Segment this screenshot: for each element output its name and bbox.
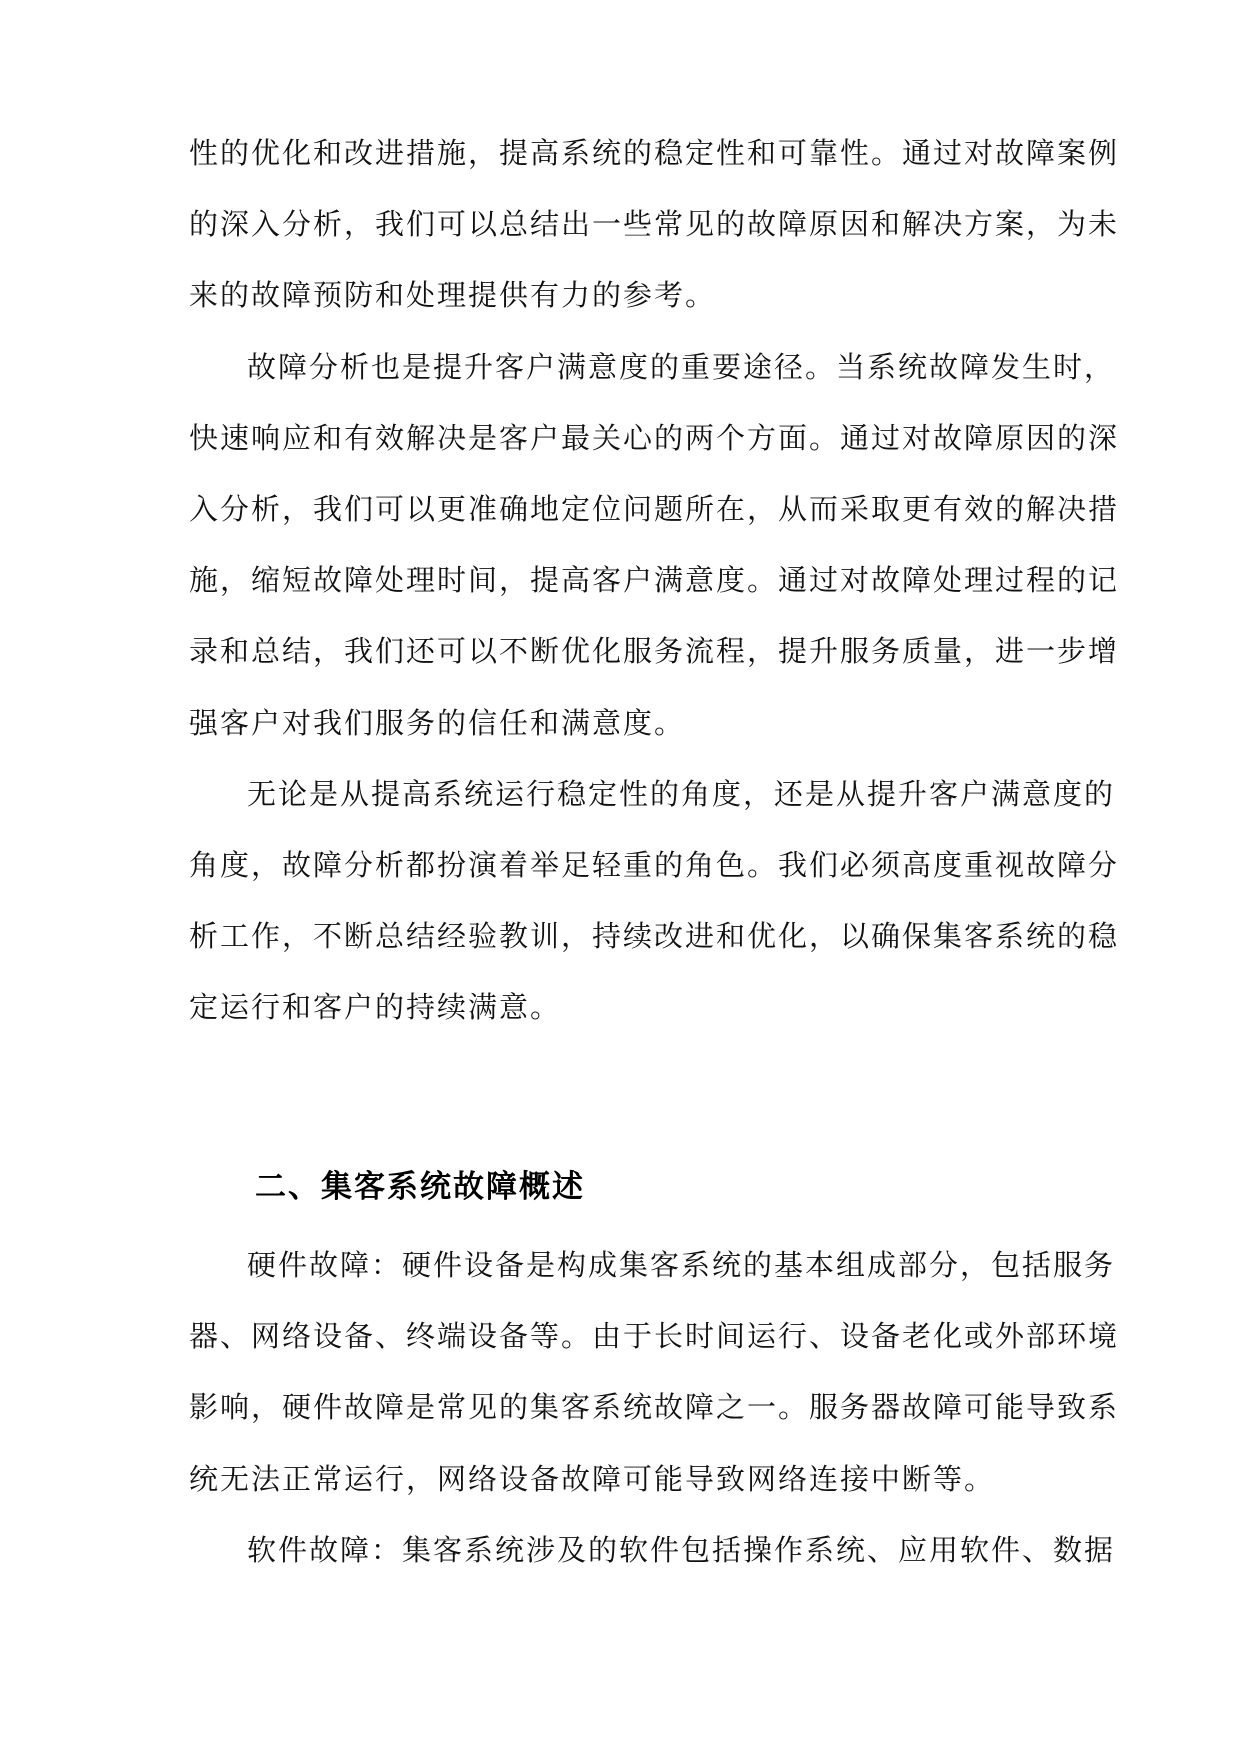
text-line: 无论是从提高系统运行稳定性的角度，还是从提升客户满意度的 xyxy=(247,777,1116,811)
text-line: 器、网络设备、终端设备等。由于长时间运行、设备老化或外部环境 xyxy=(189,1319,1120,1353)
text-line: 软件故障：集客系统涉及的软件包括操作系统、应用软件、数据 xyxy=(247,1533,1116,1567)
text-line: 硬件故障：硬件设备是构成集客系统的基本组成部分，包括服务 xyxy=(247,1248,1116,1282)
text-line: 析工作，不断总结经验教训，持续改进和优化，以确保集客系统的稳 xyxy=(189,919,1120,953)
text-line: 的深入分析，我们可以总结出一些常见的故障原因和解决方案，为未 xyxy=(189,207,1120,241)
text-line: 统无法正常运行，网络设备故障可能导致网络连接中断等。 xyxy=(189,1462,996,1496)
text-line: 入分析，我们可以更准确地定位问题所在，从而采取更有效的解决措 xyxy=(189,492,1120,526)
text-line: 来的故障预防和处理提供有力的参考。 xyxy=(189,278,717,312)
section-heading: 二、集客系统故障概述 xyxy=(255,1169,585,1205)
text-line: 定运行和客户的持续满意。 xyxy=(189,990,562,1024)
text-line: 角度，故障分析都扮演着举足轻重的角色。我们必须高度重视故障分 xyxy=(189,848,1120,882)
text-line: 性的优化和改进措施，提高系统的稳定性和可靠性。通过对故障案例 xyxy=(189,136,1120,170)
text-line: 影响，硬件故障是常见的集客系统故障之一。服务器故障可能导致系 xyxy=(189,1390,1120,1424)
text-line: 故障分析也是提升客户满意度的重要途径。当系统故障发生时， xyxy=(247,350,1116,384)
text-line: 强客户对我们服务的信任和满意度。 xyxy=(189,706,686,740)
text-line: 录和总结，我们还可以不断优化服务流程，提升服务质量，进一步增 xyxy=(189,634,1120,668)
text-line: 施，缩短故障处理时间，提高客户满意度。通过对故障处理过程的记 xyxy=(189,563,1120,597)
text-line: 快速响应和有效解决是客户最关心的两个方面。通过对故障原因的深 xyxy=(189,421,1120,455)
